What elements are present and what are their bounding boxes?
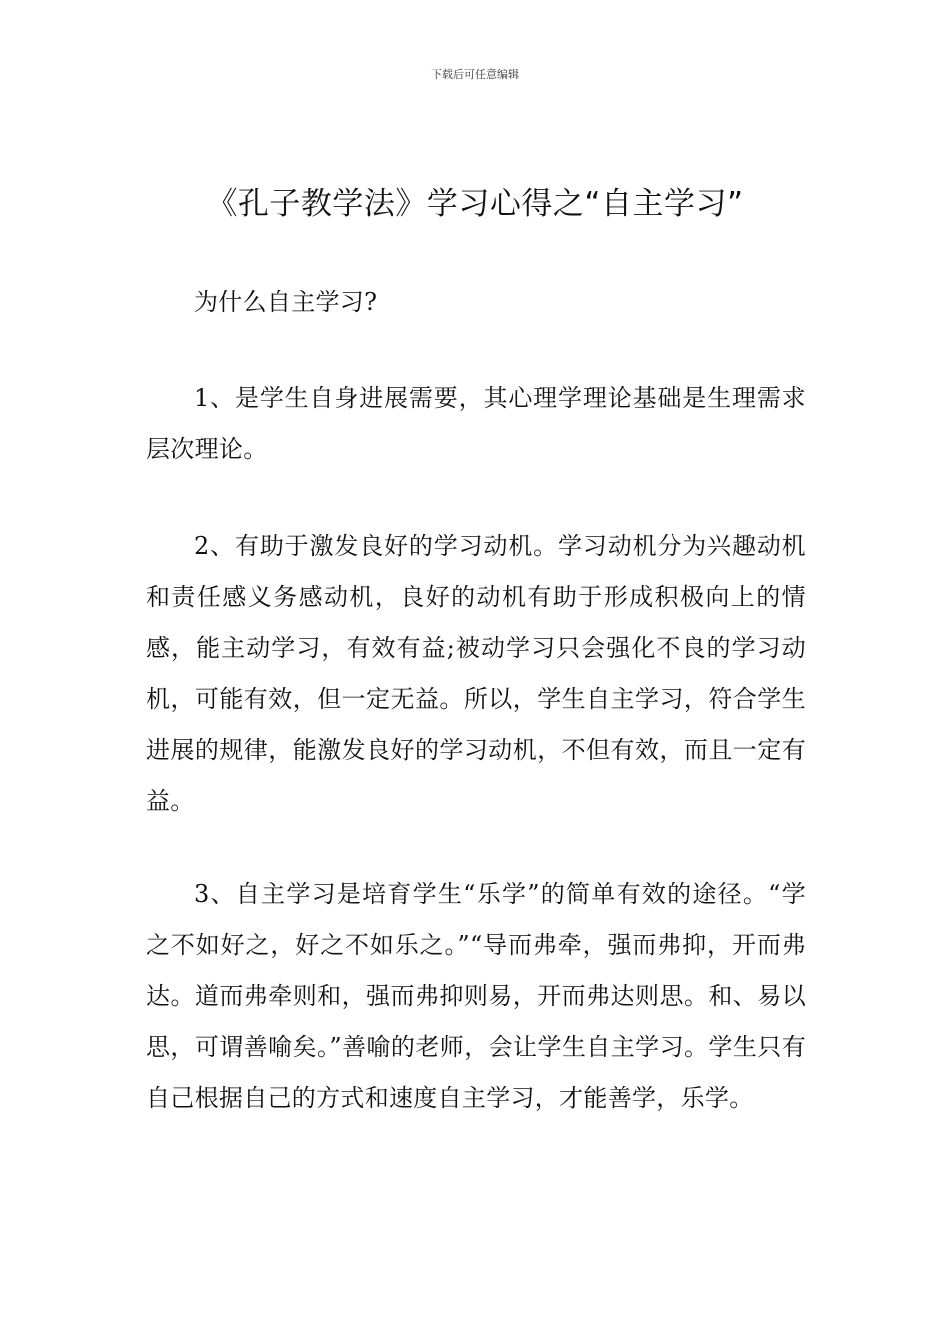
paragraph-point-1: 1、是学生自身进展需要，其心理学理论基础是生理需求层次理论。 <box>146 384 806 463</box>
paragraph-question: 为什么自主学习? <box>194 288 378 316</box>
document-title: 《孔子教学法》学习心得之“自主学习” <box>206 186 744 222</box>
paragraph-point-3: 3、自主学习是培育学生“乐学”的简单有效的途径。“学之不如好之，好之不如乐之。”“导而弗牵，强而弗抑，开而弗达。道而弗牵则和，强而弗抑则易，开而弗达则思。和、易以思，可谓善喻矣。”善喻的老师，会让学生自主学习。学生只有自己根据自己的方式和速度自主学习，才能善学，乐学。 <box>146 880 806 1112</box>
header-note: 下载后可任意编辑 <box>431 68 519 81</box>
paragraph-point-2: 2、有助于激发良好的学习动机。学习动机分为兴趣动机和责任感义务感动机，良好的动机有助于形成积极向上的情感，能主动学习，有效有益;被动学习只会强化不良的学习动机，可能有效，但一定无益。所以，学生自主学习，符合学生进展的规律，能激发良好的学习动机，不但有效，而且一定有益。 <box>146 532 806 815</box>
